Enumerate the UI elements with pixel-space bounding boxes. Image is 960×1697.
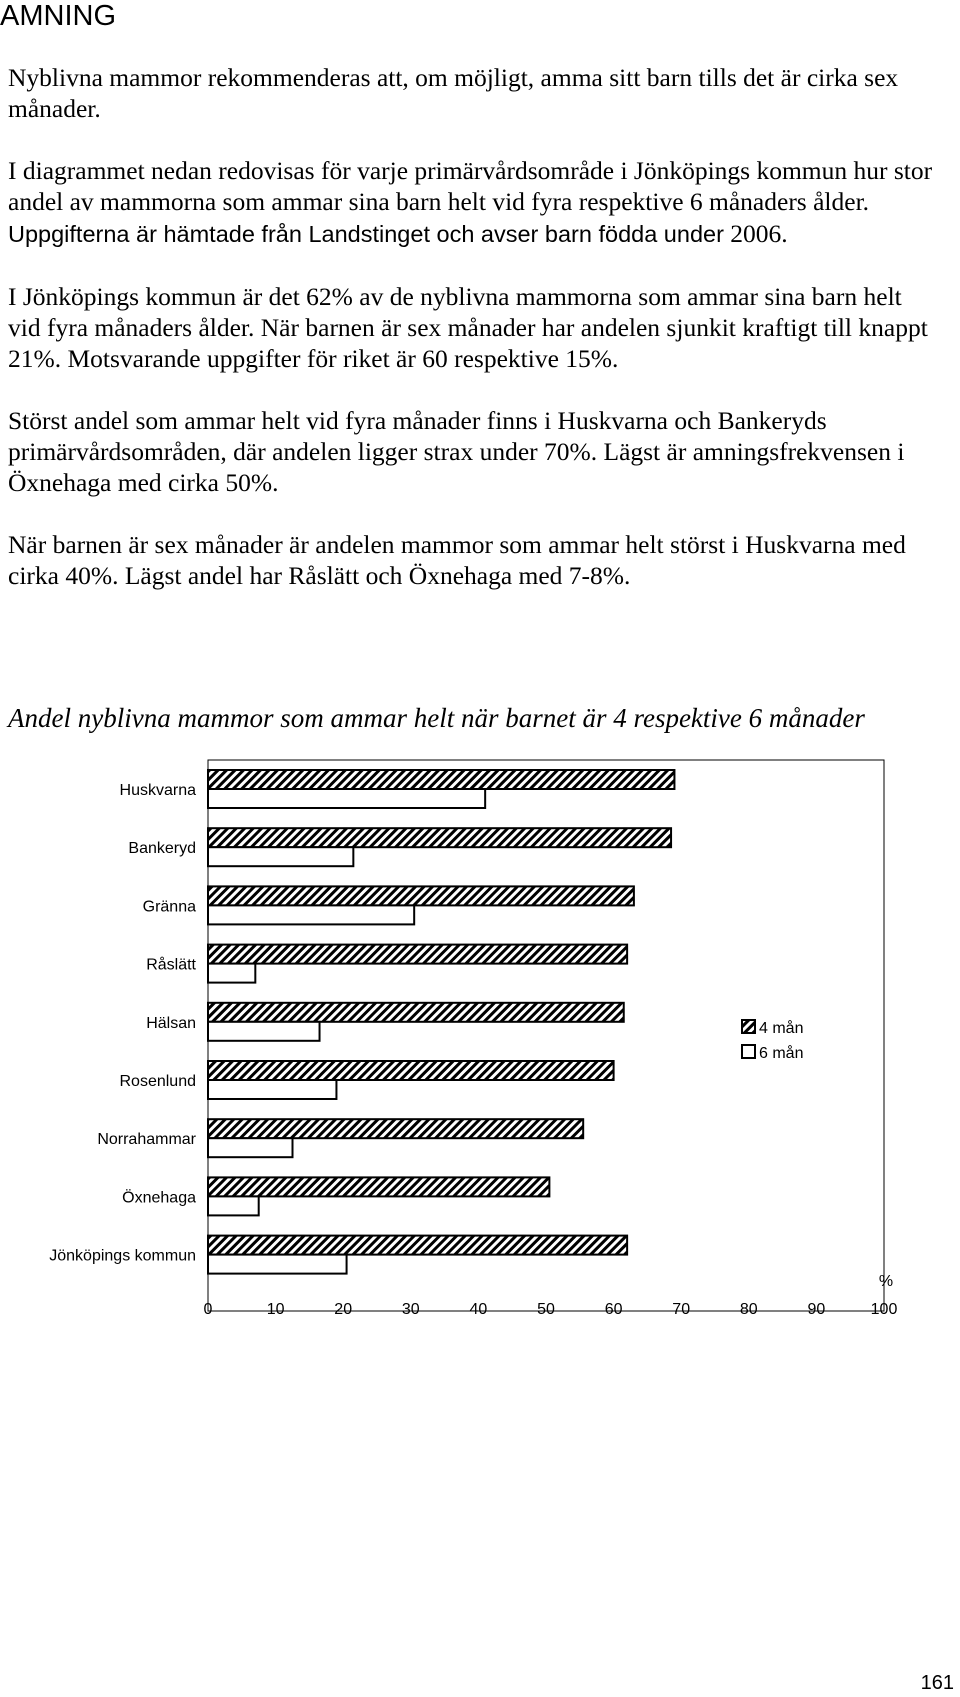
category-label: Bankeryd (128, 840, 196, 858)
category-label: Huskvarna (119, 782, 196, 799)
legend-swatch (742, 1020, 755, 1033)
x-tick-label: 60 (604, 1301, 623, 1318)
bar-4man (208, 770, 674, 789)
body-text (8, 62, 938, 622)
x-tick-label: 30 (401, 1301, 420, 1318)
x-tick-label: 70 (672, 1301, 691, 1318)
category-labels (49, 782, 196, 1265)
x-tick-label: 80 (739, 1301, 758, 1318)
legend-swatch (742, 1045, 755, 1058)
category-label: Gränna (142, 898, 196, 916)
bar-6man (208, 1196, 259, 1215)
bar-6man (208, 847, 353, 866)
category-label: Råslätt (146, 956, 196, 974)
paragraph (8, 405, 938, 498)
page-title: AMNING (0, 0, 116, 32)
bar-4man (208, 886, 634, 905)
bar-4man (208, 1177, 549, 1196)
bar-4man (208, 828, 671, 847)
category-label: Öxnehaga (122, 1189, 196, 1207)
x-tick-label: 0 (203, 1301, 213, 1318)
bar-6man (208, 1138, 293, 1157)
category-label: Rosenlund (119, 1073, 196, 1090)
bar-4man (208, 945, 627, 964)
page-number: 161 (920, 1672, 954, 1694)
legend-label: 4 mån (759, 1020, 804, 1037)
category-label: Norrahammar (97, 1131, 196, 1149)
bar-6man (208, 1255, 347, 1274)
x-tick-label: 10 (266, 1301, 285, 1318)
x-tick-label: 100 (870, 1301, 898, 1318)
paragraph-text: Nyblivna mammor rekommenderas att, om möjligt, amma sitt barn tills det är cirka sex månader. (8, 63, 899, 123)
bar-4man (208, 1119, 583, 1138)
paragraph (8, 529, 938, 591)
bar-6man (208, 1022, 320, 1041)
x-tick-label: 20 (334, 1301, 353, 1318)
bar-6man (208, 789, 485, 808)
bar-4man (208, 1003, 624, 1022)
category-label: Hälsan (146, 1014, 196, 1032)
bar-6man (208, 964, 255, 983)
legend (742, 1019, 803, 1062)
paragraph-text: I diagrammet nedan redovisas för varje primärvårdsområde i Jönköpings kommun hur stor andel av mammorna som ammar sina barn helt vid fyra respektive 6 månaders ålder. (8, 156, 933, 216)
paragraph-text: När barnen är sex månader är andelen mammor som ammar helt störst i Huskvarna med cirka 40%. Lägst andel har Råslätt och Öxnehaga med 7-8%. (8, 530, 906, 590)
paragraph (8, 155, 938, 250)
x-tick-label: 90 (807, 1301, 826, 1318)
bar-4man (208, 1061, 614, 1080)
x-tick-labels (204, 1301, 898, 1318)
x-tick-label: 40 (469, 1301, 488, 1318)
paragraph-text-tail: 2006. (723, 219, 788, 248)
bar-6man (208, 905, 414, 924)
paragraph (8, 281, 938, 374)
chart-title: Andel nyblivna mammor som ammar helt när barnet är 4 respektive 6 månader (8, 703, 865, 733)
x-unit-label: % (878, 1273, 894, 1290)
legend-label: 6 mån (759, 1045, 804, 1062)
category-label: Jönköpings kommun (49, 1247, 196, 1265)
paragraph-text-sans: Uppgifterna är hämtade från Landstinget och avser barn födda under (8, 221, 724, 247)
bars-group (208, 770, 674, 1274)
x-tick-label: 50 (537, 1301, 555, 1318)
paragraph-text: Störst andel som ammar helt vid fyra månader finns i Huskvarna och Bankeryds primärvårdsområden, där andelen ligger strax under 70%. Lägst är amningsfrekvensen i Öxnehaga med cirka 50%. (8, 406, 905, 497)
paragraph (8, 62, 938, 124)
bar-chart (0, 740, 960, 1340)
bar-4man (208, 1236, 627, 1255)
paragraph-text: I Jönköpings kommun är det 62% av de nyblivna mammorna som ammar sina barn helt vid fyra månaders ålder. När barnen är sex månader har andelen sjunkit kraftigt till knappt 21%. Motsvarande uppgifter för riket är 60 respektive 15%. (8, 282, 928, 373)
bar-6man (208, 1080, 336, 1099)
